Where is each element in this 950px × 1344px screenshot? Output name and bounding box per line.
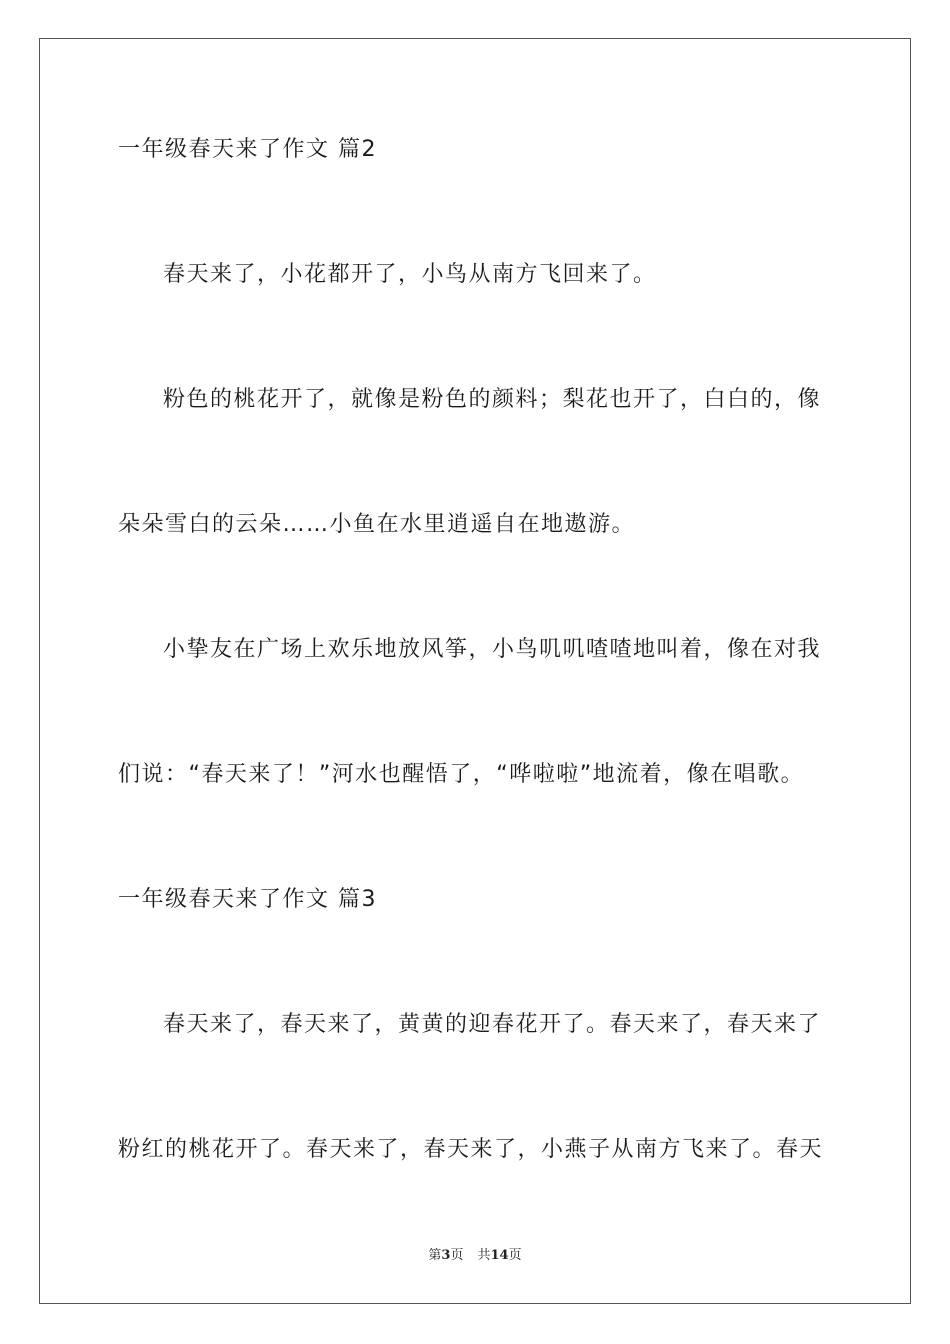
paragraph-line: 朵朵雪白的云朵……小鱼在水里逍遥自在地遨游。 bbox=[118, 512, 636, 537]
paragraph-line: 春天来了，小花都开了，小鸟从南方飞回来了。 bbox=[163, 262, 657, 287]
section-heading-2: 一年级春天来了作文 篇2 bbox=[118, 137, 377, 162]
total-suffix: 页 bbox=[508, 1248, 522, 1263]
page-border bbox=[39, 38, 911, 1304]
paragraph-line: 春天来了，春天来了，黄黄的迎春花开了。春天来了，春天来了 bbox=[163, 1012, 822, 1037]
section-heading-3: 一年级春天来了作文 篇3 bbox=[118, 887, 377, 912]
paragraph-line: 小挚友在广场上欢乐地放风筝，小鸟叽叽喳喳地叫着，像在对我 bbox=[163, 637, 822, 662]
total-prefix: 共 bbox=[477, 1248, 491, 1263]
page-suffix: 页 bbox=[450, 1248, 464, 1263]
paragraph-line: 粉色的桃花开了，就像是粉色的颜料；梨花也开了，白白的，像 bbox=[163, 387, 822, 412]
page-prefix: 第 bbox=[428, 1248, 442, 1263]
total-pages: 14 bbox=[490, 1248, 509, 1263]
paragraph-line: 粉红的桃花开了。春天来了，春天来了，小燕子从南方飞来了。春天 bbox=[118, 1137, 824, 1162]
page-footer bbox=[0, 1247, 950, 1265]
paragraph-line: 们说：“春天来了！”河水也醒悟了，“哗啦啦”地流着，像在唱歌。 bbox=[118, 762, 805, 787]
page-number: 3 bbox=[441, 1248, 451, 1263]
